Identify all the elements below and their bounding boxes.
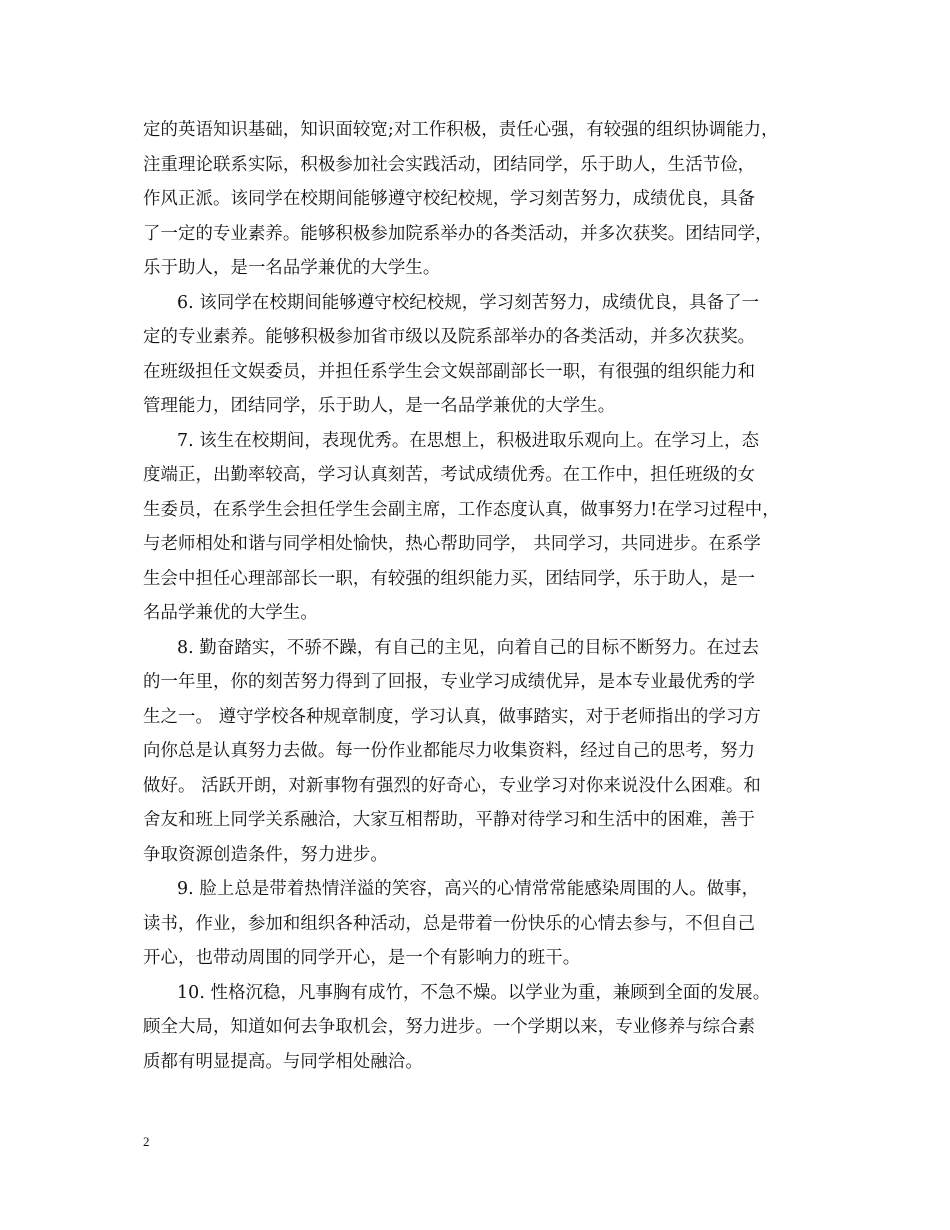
text-line: 的一年里，你的刻苦努力得到了回报，专业学习成绩优异，是本专业最优秀的学 <box>143 672 756 692</box>
text-line: 顾全大局，知道如何去争取机会，努力进步。一个学期以来，专业修养与综合素 <box>143 1017 756 1037</box>
text-line: 读书，作业，参加和组织各种活动，总是带着一份快乐的心情去参与，不但自己 <box>143 913 756 934</box>
paragraph-6-first-line: 6. 该同学在校期间能够遵守校纪校规，学习刻苦努力，成绩优良，具备了一 <box>177 292 760 313</box>
text-line: 了一定的专业素养。能够积极参加院系举办的各类活动，并多次获奖。团结同学， <box>143 223 773 244</box>
document-body <box>143 113 815 1079</box>
paragraph-9-first-line: 9. 脸上总是带着热情洋溢的笑容，高兴的心情常常能感染周围的人。做事， <box>177 879 760 899</box>
text-line: 与老师相处和谐与同学相处愉快，热心帮助同学， 共同学习，共同进步。在系学 <box>143 534 761 554</box>
text-line: 争取资源创造条件，努力进步。 <box>143 844 388 865</box>
text-line: 作风正派。该同学在校期间能够遵守校纪校规，学习刻苦努力，成绩优良，具备 <box>143 189 756 209</box>
text-line: 乐于助人，是一名品学兼优的大学生。 <box>143 258 441 278</box>
text-line: 生之一。 遵守学校各种规章制度，学习认真，做事踏实，对于老师指出的学习方 <box>143 706 761 727</box>
text-line: 名品学兼优的大学生。 <box>143 603 318 623</box>
text-line: 生委员，在系学生会担任学生会副主席，工作态度认真，做事努力!在学习过程中， <box>143 499 780 520</box>
text-line: 定的专业素养。能够积极参加省市级以及院系部举办的各类活动，并多次获奖。 <box>143 327 756 347</box>
text-line: 开心，也带动周围的同学开心，是一个有影响力的班干。 <box>143 948 581 968</box>
paragraph-7-first-line: 7. 该生在校期间，表现优秀。在思想上，积极进取乐观向上。在学习上，态 <box>177 430 760 451</box>
text-line: 度端正，出勤率较高，学习认真刻苦，考试成绩优秀。在工作中，担任班级的女 <box>143 465 756 485</box>
text-line: 管理能力，团结同学，乐于助人，是一名品学兼优的大学生。 <box>143 396 616 416</box>
text-line: 定的英语知识基础，知识面较宽;对工作积极，责任心强，有较强的组织协调能力， <box>143 120 779 140</box>
paragraph-8-first-line: 8. 勤奋踏实，不骄不躁，有自己的主见，向着自己的目标不断努力。在过去 <box>177 637 760 658</box>
text-line: 做好。 活跃开朗，对新事物有强烈的好奇心，专业学习对你来说没什么困难。和 <box>143 775 761 796</box>
text-line: 在班级担任文娱委员，并担任系学生会文娱部副部长一职，有很强的组织能力和 <box>143 361 756 382</box>
text-line: 向你总是认真努力去做。每一份作业都能尽力收集资料，经过自己的思考，努力 <box>143 741 756 761</box>
text-line: 注重理论联系实际，积极参加社会实践活动，团结同学，乐于助人，生活节俭， <box>143 154 756 175</box>
text-line: 质都有明显提高。与同学相处融洽。 <box>143 1051 423 1072</box>
text-line: 舍友和班上同学关系融洽，大家互相帮助，平静对待学习和生活中的困难，善于 <box>143 810 756 830</box>
paragraph-10-first-line: 10. 性格沉稳，凡事胸有成竹，不急不燥。以学业为重，兼顾到全面的发展。 <box>177 982 771 1003</box>
page-number: 2 <box>143 1134 150 1149</box>
text-line: 生会中担任心理部部长一职，有较强的组织能力买，团结同学，乐于助人，是一 <box>143 568 756 589</box>
